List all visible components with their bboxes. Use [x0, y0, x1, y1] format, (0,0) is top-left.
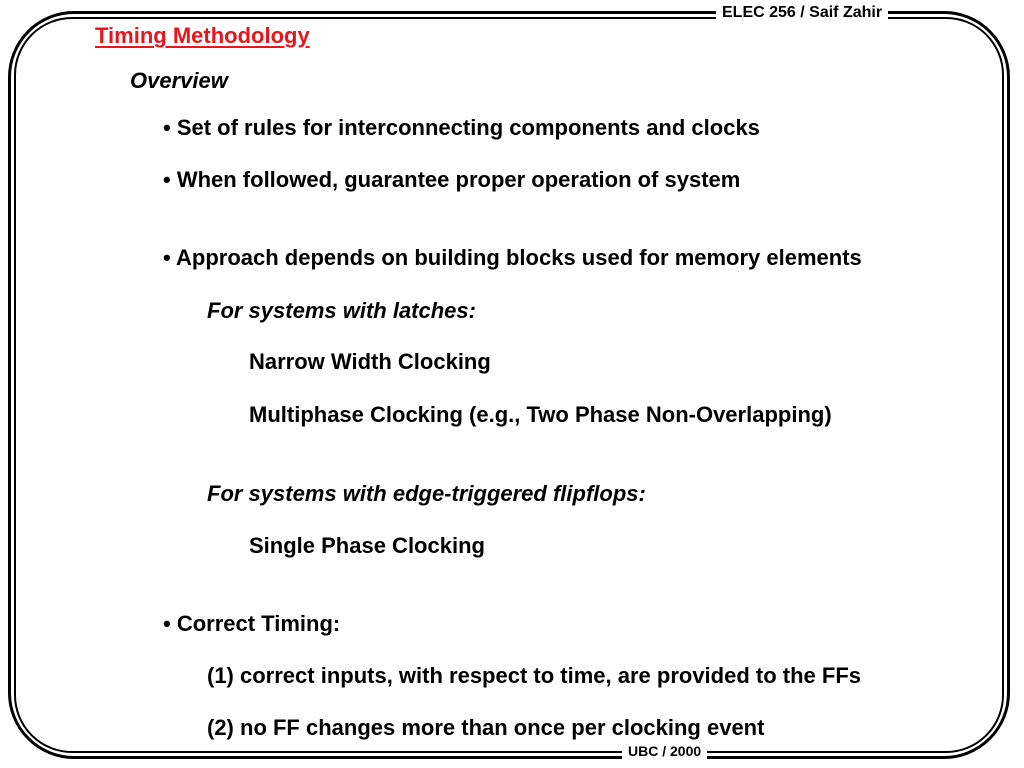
section-heading: Overview [130, 68, 228, 93]
bullet-guarantee: • When followed, guarantee proper operation of system [163, 167, 741, 192]
latches-heading: For systems with latches: [207, 298, 476, 323]
footer-label: UBC / 2000 [622, 741, 707, 761]
flipflops-heading: For systems with edge-triggered flipflops: [207, 481, 646, 506]
bullet-correct-timing: • Correct Timing: [163, 611, 341, 636]
flipflops-item: Single Phase Clocking [249, 533, 485, 558]
bullet-rules: • Set of rules for interconnecting components and clocks [163, 115, 760, 140]
course-header: ELEC 256 / Saif Zahir [716, 2, 888, 24]
slide-title: Timing Methodology [95, 23, 310, 48]
bullet-approach: • Approach depends on building blocks used for memory elements [163, 245, 862, 270]
correct-timing-item: (1) correct inputs, with respect to time, are provided to the FFs [207, 663, 861, 688]
correct-timing-item: (2) no FF changes more than once per clocking event [207, 715, 765, 740]
latches-item: Narrow Width Clocking [249, 349, 491, 374]
latches-item: Multiphase Clocking (e.g., Two Phase Non-Overlapping) [249, 402, 832, 427]
